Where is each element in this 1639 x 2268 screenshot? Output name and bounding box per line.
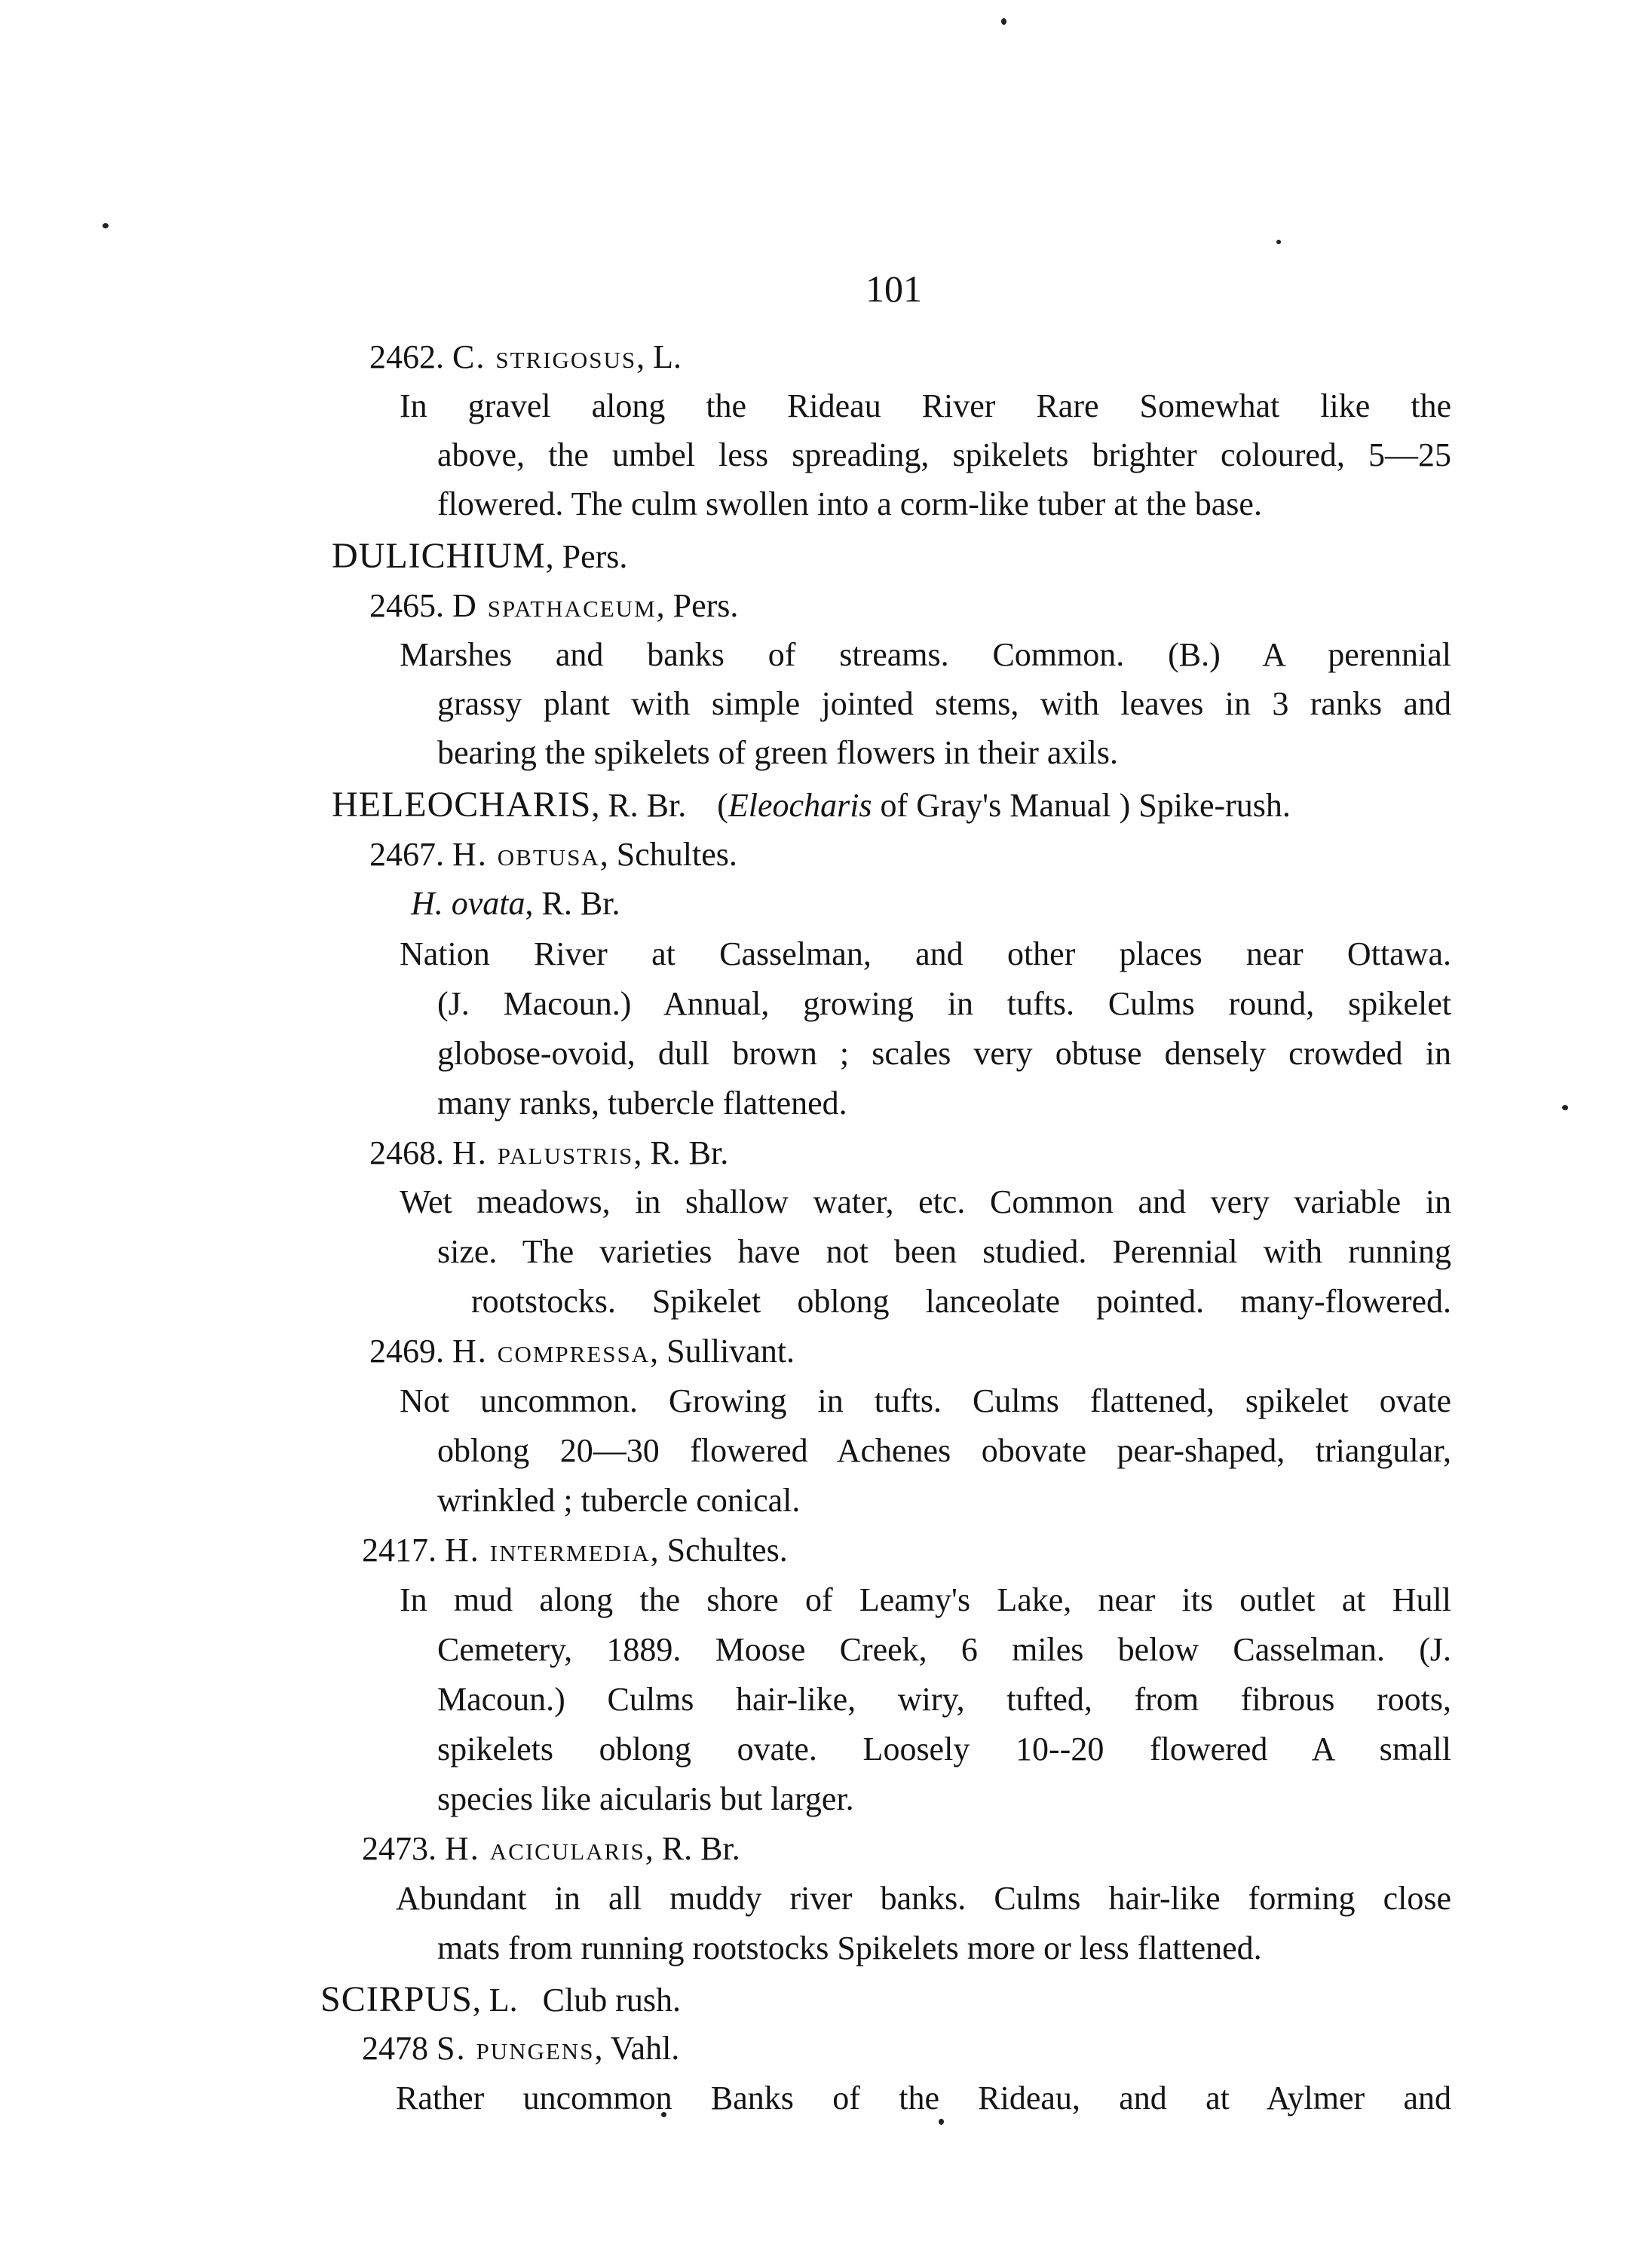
entry-number: 2468. xyxy=(369,1134,444,1171)
species-name: H. compressa xyxy=(452,1333,651,1370)
entry-text-line: (J. Macoun.) Annual, growing in tufts. Culms round, spikelet xyxy=(437,985,1451,1022)
page-number: 101 xyxy=(865,268,922,310)
genus-common-name: Club rush. xyxy=(517,1982,682,2019)
entry-heading xyxy=(369,1135,728,1171)
entry-heading xyxy=(369,588,738,624)
species-authority: , R. Br. xyxy=(645,1830,740,1867)
entry-text-line: many ranks, tubercle flattened. xyxy=(437,1085,847,1122)
entry-text-line: size. The varieties have not been studied. Perennial with running xyxy=(437,1233,1451,1270)
species-name: D spathaceum xyxy=(452,587,657,624)
entry-text-line: rootstocks. Spikelet oblong lanceolate pointed. many-flowered. xyxy=(471,1283,1451,1320)
species-authority: , L. xyxy=(636,338,682,375)
entry-text-line: Abundant in all muddy river banks. Culms hair-like forming close xyxy=(396,1880,1451,1917)
genus-note-open: ( xyxy=(717,787,728,824)
genus-note-synonym: Eleocharis xyxy=(728,787,872,824)
entry-text-line: In mud along the shore of Leamy's Lake, near its outlet at Hull xyxy=(400,1581,1451,1618)
entry-text-line: Rather uncommon Banks of the Rideau, and at Aylmer and xyxy=(396,2080,1451,2116)
species-authority: , Schultes. xyxy=(599,836,737,873)
entry-text-line: bearing the spikelets of green flowers in their axils. xyxy=(437,734,1118,771)
entry-heading xyxy=(369,837,737,873)
genus-name: SCIRPUS xyxy=(320,1979,473,2019)
entry-text-line: Macoun.) Culms hair-like, wiry, tufted, from fibrous roots, xyxy=(437,1681,1451,1718)
entry-number: 2462. xyxy=(369,338,444,375)
species-authority: , Pers. xyxy=(656,587,739,624)
entry-text-line: spikelets oblong ovate. Loosely 10--20 flowered A small xyxy=(437,1731,1451,1768)
entry-text-line: globose-ovoid, dull brown ; scales very obtuse densely crowded in xyxy=(437,1035,1451,1072)
entry-heading xyxy=(369,1333,795,1370)
entry-text-line: oblong 20—30 flowered Achenes obovate pear-shaped, triangular, xyxy=(437,1432,1451,1469)
entry-heading xyxy=(362,1831,740,1867)
species-authority: , Schultes. xyxy=(650,1532,788,1569)
entry-number: 2473. xyxy=(362,1830,437,1867)
species-name: C. strigosus xyxy=(452,338,637,375)
scan-speck xyxy=(103,223,109,228)
entry-number: 2478 xyxy=(362,2030,428,2067)
species-authority: , Vahl. xyxy=(594,2030,680,2067)
entry-text-line: In gravel along the Rideau River Rare Somewhat like the xyxy=(400,387,1451,424)
entry-number: 2465. xyxy=(369,587,444,624)
entry-number: 2467. xyxy=(369,836,444,873)
genus-heading xyxy=(332,537,627,577)
genus-note: of Gray's Manual ) Spike-rush. xyxy=(872,787,1291,824)
scan-speck xyxy=(1562,1105,1568,1110)
genus-authority: , Pers. xyxy=(545,538,628,575)
entry-heading xyxy=(369,339,682,375)
entry-heading xyxy=(362,2031,679,2067)
entry-text-line: Cemetery, 1889. Moose Creek, 6 miles below Casselman. (J. xyxy=(437,1631,1451,1668)
species-name: H. acicularis xyxy=(445,1830,645,1867)
genus-authority: , L. xyxy=(472,1982,518,2019)
entry-text-line: species like aicularis but larger. xyxy=(437,1780,854,1817)
synonym-name: H. ovata xyxy=(411,885,525,922)
scan-speck xyxy=(1276,240,1281,244)
entry-text-line: flowered. The culm swollen into a corm-like tuber at the base. xyxy=(437,485,1262,522)
genus-heading xyxy=(332,785,1291,825)
species-name: H. intermedia xyxy=(445,1532,651,1569)
species-authority: , R. Br. xyxy=(633,1134,729,1171)
entry-text-line: mats from running rootstocks Spikelets more or less flattened. xyxy=(437,1930,1262,1967)
synonym-line xyxy=(411,886,620,922)
genus-heading xyxy=(320,1980,681,2020)
entry-text-line: grassy plant with simple jointed stems, with leaves in 3 ranks and xyxy=(437,685,1451,722)
genus-name: DULICHIUM xyxy=(332,536,546,576)
entry-text-line: Not uncommon. Growing in tufts. Culms flattened, spikelet ovate xyxy=(400,1382,1451,1419)
entry-text-line: Wet meadows, in shallow water, etc. Common and very variable in xyxy=(400,1183,1451,1220)
entry-text-line: Nation River at Casselman, and other places near Ottawa. xyxy=(400,935,1451,972)
entry-text-line: wrinkled ; tubercle conical. xyxy=(437,1482,801,1519)
entry-text-line: Marshes and banks of streams. Common. (B.) A perennial xyxy=(400,636,1451,673)
species-authority: , Sullivant. xyxy=(650,1333,795,1370)
species-name: H. palustris xyxy=(452,1134,634,1171)
entry-text-line: above, the umbel less spreading, spikelets brighter coloured, 5—25 xyxy=(437,436,1451,473)
genus-name: HELEOCHARIS xyxy=(332,785,592,825)
scan-speck xyxy=(1001,18,1006,25)
entry-heading xyxy=(362,1532,788,1569)
species-name: H. obtusa xyxy=(452,836,600,873)
species-name: S. pungens xyxy=(437,2030,595,2067)
entry-number: 2469. xyxy=(369,1333,444,1370)
scan-speck xyxy=(939,2119,944,2125)
synonym-authority: , R. Br. xyxy=(525,885,620,922)
entry-number: 2417. xyxy=(362,1532,437,1569)
genus-authority: , R. Br. xyxy=(591,787,687,824)
